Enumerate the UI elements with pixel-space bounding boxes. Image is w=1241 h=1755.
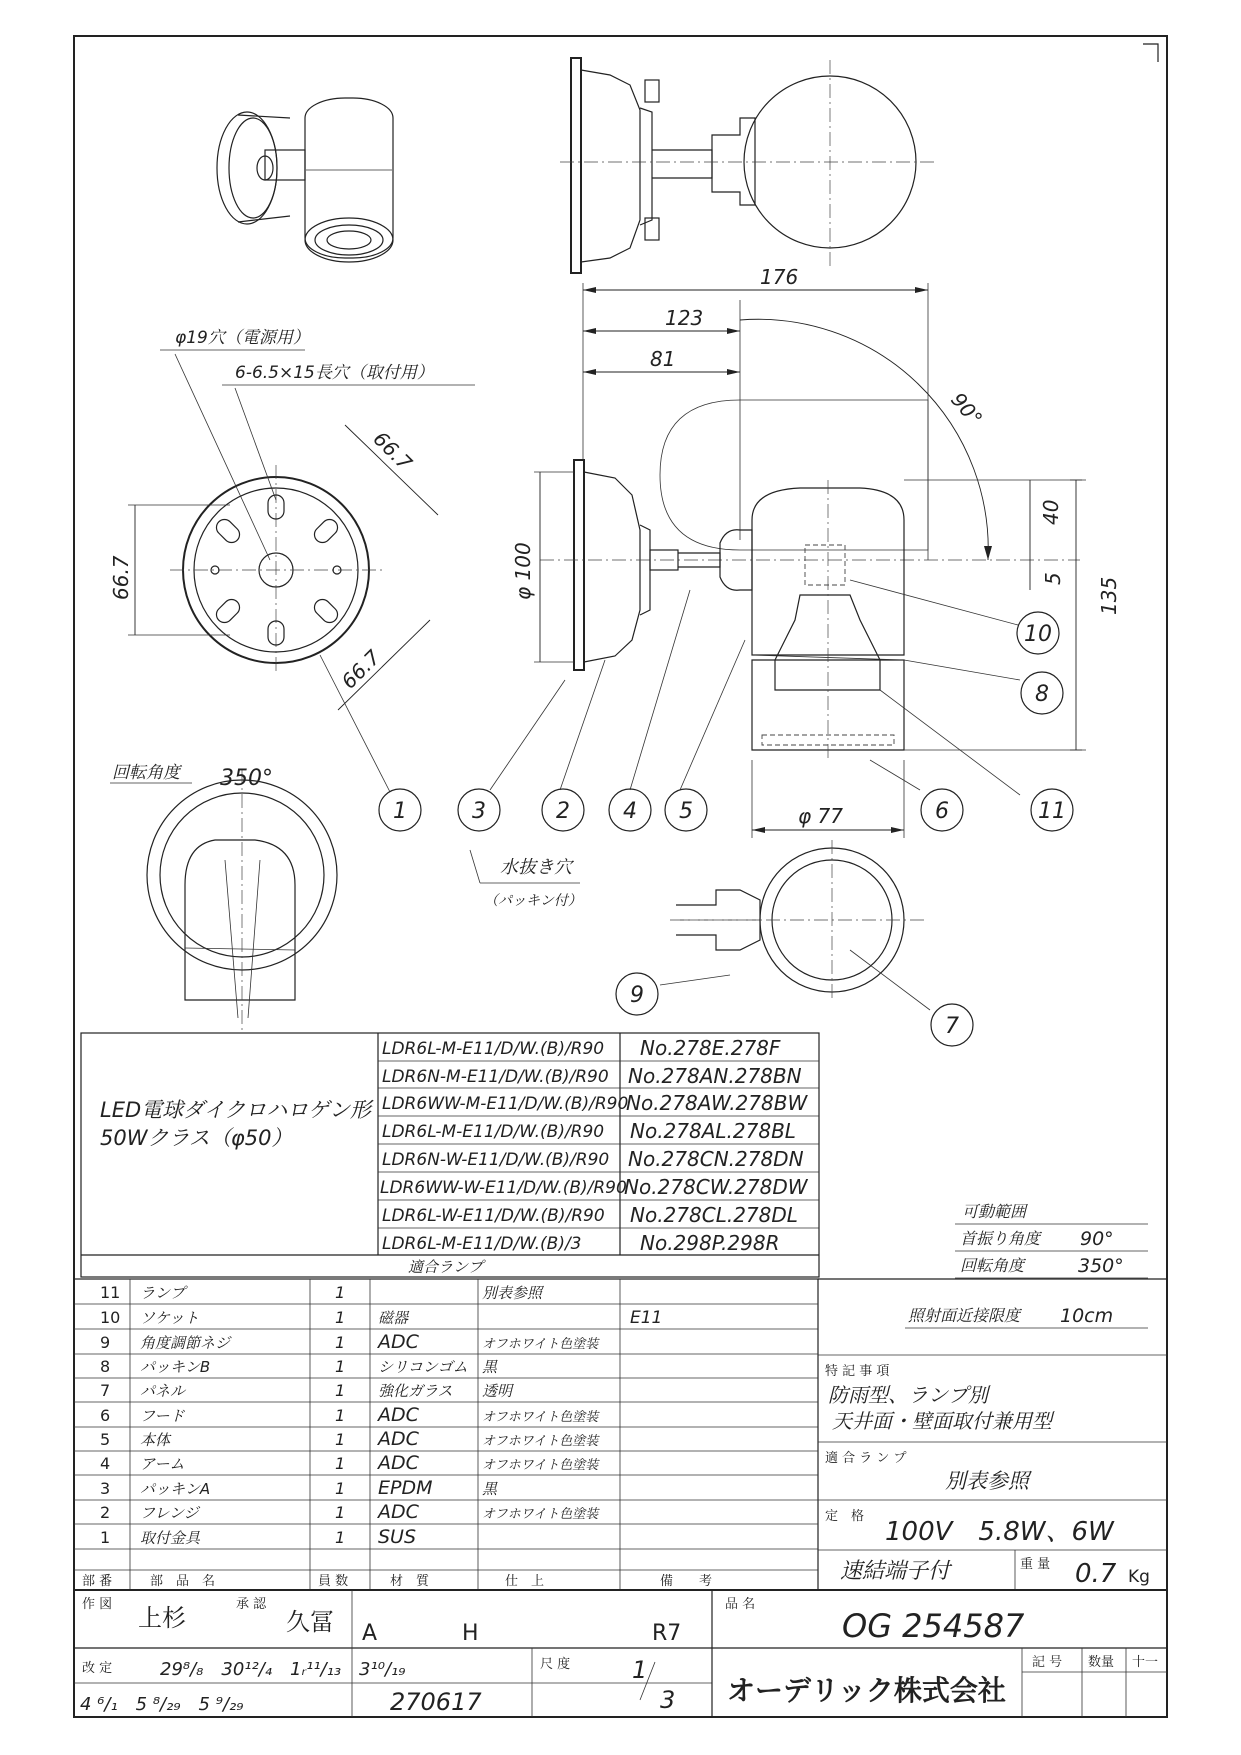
balloon-labels [393,622,1066,1039]
special-label: 特 記 事 項 [825,1364,890,1379]
part-mat-3: EPDM [378,1477,433,1499]
part-qty-10: 1 [335,1308,346,1327]
dim-40: 40 [1039,499,1063,525]
part-fin-8: 黒 [482,1358,498,1376]
revision-label: 改 定 [82,1661,113,1676]
lamp-model-8: LDR6L-M-E11/D/W.(B)/3 [382,1234,582,1254]
balloon-5: 5 [679,799,693,824]
rot-label: 回転角度 [960,1256,1025,1275]
part-name-7: パネル [140,1382,186,1400]
scale-numerator: 1 [632,1656,648,1684]
part-name-2: フレンジ [140,1504,199,1522]
part-qty-7: 1 [335,1381,346,1400]
balloon-1: 1 [393,799,407,824]
revision-row-1: 29⁸/₈ 30¹²/₄ 1ᵣ¹¹/₁₃ 3¹⁰/₁₉ [160,1659,406,1680]
scale-denominator: 3 [660,1686,676,1714]
hdr-material: 材 質 [390,1574,430,1589]
part-no-9: 9 [100,1333,111,1352]
rotation-value: 350° [220,766,273,791]
dim-66-7-left: 66.7 [109,555,133,600]
near-limit-label: 照射面近接限度 [908,1306,1021,1325]
dim-81: 81 [650,347,676,371]
part-no-7: 7 [100,1381,111,1400]
part-name-5: 本体 [140,1431,171,1449]
weight-value: 0.7 [1075,1559,1117,1589]
part-no-2: 2 [100,1503,111,1522]
balloons [379,612,1073,1046]
part-mat-2: ADC [378,1501,419,1523]
part-mat-8: シリコンゴム [378,1358,468,1376]
balloon-7: 7 [945,1014,959,1039]
balloon-6: 6 [935,799,949,824]
part-fin-2: オフホワイト色塗装 [482,1507,599,1522]
part-fin-4: オフホワイト色塗装 [482,1458,599,1473]
special-2: 天井面・壁面取付兼用型 [832,1409,1052,1433]
rotation-label: 回転角度 [112,763,180,783]
part-no-4: 4 [100,1454,111,1473]
lamp-model-1: LDR6L-M-E11/D/W.(B)/R90 [382,1039,605,1059]
range-title: 可動範囲 [962,1202,1027,1221]
part-no-6: 6 [100,1406,111,1425]
lamp-model-5: LDR6N-W-E11/D/W.(B)/R90 [382,1150,610,1170]
product-number: OG 254587 [842,1607,1025,1645]
dim-176: 176 [760,265,799,289]
part-fin-3: 黒 [482,1480,498,1498]
sheet-border [74,36,1167,1717]
revision-row-2: 4 ⁶/₁ 5 ⁸/₂₉ 5 ⁹/₂₉ [80,1694,244,1715]
near-limit-value: 10cm [1060,1305,1114,1327]
weight-unit: Kg [1128,1567,1150,1587]
dim-135: 135 [1097,576,1121,615]
isometric-view [217,98,393,262]
lamp-no-3: No.278AW.278BW [626,1091,808,1115]
part-mat-9: ADC [378,1331,419,1353]
front-view [670,840,925,1000]
part-fin-5: オフホワイト色塗装 [482,1434,599,1449]
rot-value: 350° [1078,1255,1124,1277]
top-view [560,58,935,273]
lamp-no-6: No.278CW.278DW [624,1175,808,1199]
code-r: R7 [652,1621,682,1646]
weight-label: 重 量 [1020,1557,1051,1572]
note-power-hole: φ19穴（電源用） [175,328,310,348]
lamp-no-8: No.298P.298R [640,1231,780,1255]
approved-label: 承 認 [236,1597,267,1612]
tenths-label: 十一 [1132,1655,1159,1670]
company-name: オーデリック株式会社 [727,1674,1006,1707]
part-name-1: 取付金具 [140,1529,201,1547]
part-mat-5: ADC [378,1428,419,1450]
part-qty-11: 1 [335,1283,346,1302]
part-qty-4: 1 [335,1454,346,1473]
part-no-1: 1 [100,1528,111,1547]
dim-66-7-top: 66.7 [368,426,417,476]
lamp-name-1: LED電球ダイクロハロゲン形 [100,1098,371,1122]
balloon-3: 3 [472,799,486,824]
part-qty-5: 1 [335,1430,346,1449]
dim-phi100: φ 100 [511,542,535,600]
part-name-4: アーム [140,1455,185,1473]
lamp-table-text [100,1036,809,1276]
part-qty-3: 1 [335,1479,346,1498]
hdr-part-name: 部 品 名 [150,1574,216,1589]
hdr-finish: 仕 上 [505,1574,545,1589]
approved-by: 久冨 [286,1608,334,1636]
part-no-11: 11 [100,1283,121,1302]
rating-value: 100V 5.8W、6W [885,1517,1114,1547]
note-mount-slot: 6-6.5×15長穴（取付用） [235,363,434,383]
swing-value: 90° [1080,1228,1114,1250]
quantity-label: 数量 [1088,1655,1115,1670]
part-mat-10: 磁器 [378,1309,409,1327]
product-label: 品 名 [725,1597,756,1612]
lamp-no-7: No.278CL.278DL [630,1203,798,1227]
part-name-9: 角度調節ネジ [140,1334,231,1352]
lamp-model-2: LDR6N-M-E11/D/W.(B)/R90 [382,1067,609,1087]
rotation-view [147,770,337,1030]
part-no-8: 8 [100,1357,111,1376]
part-qty-1: 1 [335,1528,346,1547]
part-name-8: パッキンB [140,1358,211,1376]
back-view [128,354,438,710]
part-rem-10: E11 [630,1308,663,1328]
part-qty-2: 1 [335,1503,346,1522]
part-name-10: ソケット [140,1309,200,1327]
part-name-6: フード [140,1407,185,1425]
lamp-model-7: LDR6L-W-E11/D/W.(B)/R90 [382,1206,605,1226]
hdr-remarks: 備 考 [660,1574,713,1589]
lamp-no-4: No.278AL.278BL [630,1119,796,1143]
terminal-note: 速結端子付 [840,1559,951,1584]
lamp-table-footer: 適合ランプ [408,1258,484,1276]
part-name-3: パッキンA [140,1480,211,1498]
part-no-10: 10 [100,1308,121,1327]
lamp-model-6: LDR6WW-W-E11/D/W.(B)/R90 [380,1178,627,1198]
dim-5: 5 [1041,572,1065,585]
spec-text [825,1363,1150,1589]
notes [110,328,582,909]
part-name-11: ランプ [140,1284,186,1302]
lamp-no-1: No.278E.278F [640,1036,781,1060]
part-qty-9: 1 [335,1333,346,1352]
dim-90: 90° [946,387,988,431]
lamp-value: 別表参照 [945,1469,1029,1493]
part-mat-4: ADC [378,1452,419,1474]
part-fin-9: オフホワイト色塗装 [482,1337,599,1352]
part-qty-8: 1 [335,1357,346,1376]
swing-label: 首振り角度 [960,1229,1041,1248]
dimension-labels [109,265,1121,828]
balloon-9: 9 [630,983,644,1008]
balloon-11: 11 [1038,799,1066,824]
part-fin-11: 別表参照 [482,1284,543,1302]
hdr-qty: 員 数 [318,1574,349,1589]
balloon-8: 8 [1035,682,1049,707]
dim-phi77: φ 77 [798,804,843,828]
lamp-name-2: 50Wクラス（φ50） [100,1126,293,1150]
drawn-label: 作 図 [82,1597,113,1612]
lamp-no-2: No.278AN.278BN [628,1064,802,1088]
revision-number: 270617 [390,1688,482,1716]
code-h: H [462,1621,479,1646]
dim-66-7-bottom: 66.7 [336,645,386,694]
part-no-5: 5 [100,1430,111,1449]
part-no-3: 3 [100,1479,111,1498]
part-fin-7: 透明 [482,1382,513,1400]
part-fin-6: オフホワイト色塗装 [482,1410,599,1425]
balloon-2: 2 [556,799,570,824]
part-mat-6: ADC [378,1404,419,1426]
special-1: 防雨型、ランプ別 [828,1383,988,1407]
note-drain: 水抜き穴 [500,857,572,878]
balloon-4: 4 [623,799,637,824]
code-a: A [362,1621,378,1646]
part-qty-6: 1 [335,1406,346,1425]
balloon-10: 10 [1024,622,1052,647]
lamp-no-5: No.278CN.278DN [628,1147,804,1171]
drawn-by: 上杉 [138,1604,186,1632]
leader-lines [320,580,1020,1010]
part-mat-7: 強化ガラス [378,1382,453,1400]
side-view [534,283,1086,838]
note-drain-sub: （パッキン付） [484,893,582,909]
rating-label: 定 格 [825,1509,865,1524]
hdr-part-no: 部 番 [82,1574,113,1589]
lamp-label: 適 合 ラ ン プ [825,1451,907,1466]
lamp-model-3: LDR6WW-M-E11/D/W.(B)/R90 [382,1094,629,1114]
symbol-label: 記 号 [1032,1655,1063,1670]
lamp-model-4: LDR6L-M-E11/D/W.(B)/R90 [382,1122,605,1142]
title-block-text [80,1597,1158,1716]
dim-123: 123 [665,306,704,330]
scale-label: 尺 度 [540,1657,571,1672]
movable-range [905,1202,1148,1328]
part-mat-1: SUS [378,1526,417,1548]
